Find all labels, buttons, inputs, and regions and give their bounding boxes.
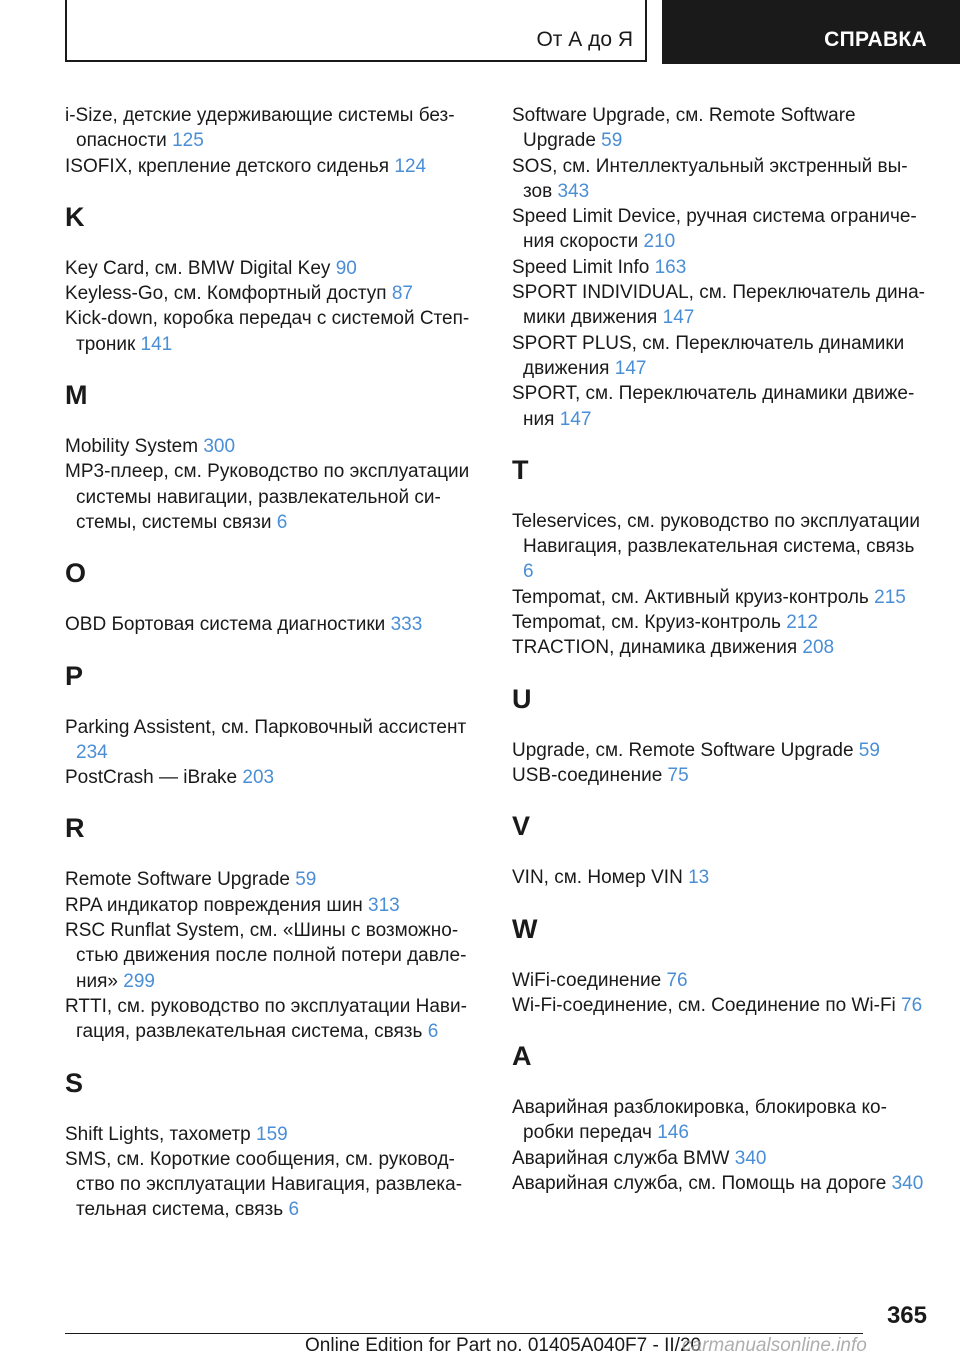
index-entry-text: i-Size, детские удерживающие системы безопасности	[65, 105, 455, 152]
index-entry-text: Аварийная служба, см. Помощь на дороге	[512, 1173, 892, 1195]
index-entry-text: Mobility System	[65, 436, 204, 458]
index-entry	[65, 867, 485, 892]
index-entry-text: SOS, см. Интеллектуальный экстренный вызов	[512, 155, 908, 202]
page-reference-link[interactable]: 13	[688, 867, 710, 889]
index-column-left	[65, 103, 485, 1223]
index-entry	[512, 968, 927, 993]
page-reference-link[interactable]: 313	[368, 894, 400, 916]
index-entry	[65, 434, 485, 459]
index-entry-text: SMS, см. Короткие сообщения, см. руководство по эксплуатации Навигация, развлекательная система, связь	[65, 1148, 463, 1221]
index-entry	[65, 715, 485, 766]
section-letter: U	[512, 683, 532, 714]
chapter-tab-label: СПРАВКА	[824, 28, 927, 51]
index-entry	[65, 306, 485, 357]
page-reference-link[interactable]: 234	[76, 741, 108, 763]
index-entry	[65, 612, 485, 637]
index-entry	[512, 610, 927, 635]
edition-text: Online Edition for Part no. 01405A040F7 - II/20	[305, 1335, 702, 1356]
index-entry-text: Software Upgrade, см. Remote Software Upgrade	[512, 105, 856, 152]
page-number: 365	[886, 1302, 927, 1329]
index-entry-text: PostCrash — iBrake	[65, 767, 243, 789]
page-reference-link[interactable]: 147	[559, 408, 592, 430]
page-reference-link[interactable]: 215	[874, 586, 906, 608]
page-reference-link[interactable]: 6	[427, 1021, 439, 1043]
page-reference-link[interactable]: 147	[662, 307, 695, 329]
page-reference-link[interactable]: 212	[786, 612, 818, 634]
section-letter: S	[65, 1067, 84, 1098]
page-reference-link[interactable]: 124	[394, 155, 427, 177]
index-entry	[512, 331, 927, 382]
page-reference-link[interactable]: 59	[295, 869, 317, 891]
index-entry	[65, 103, 485, 154]
page-reference-link[interactable]: 299	[123, 970, 155, 992]
footer-divider	[65, 1333, 863, 1334]
index-entry	[65, 765, 485, 790]
index-entry	[65, 893, 485, 918]
index-entry	[512, 255, 927, 280]
index-entry	[65, 994, 485, 1045]
index-entry	[512, 381, 927, 432]
index-entry-text: VIN, см. Номер VIN	[512, 867, 689, 889]
page-reference-link[interactable]: 59	[601, 130, 623, 152]
watermark: carmanualsonline.info	[682, 1335, 867, 1356]
section-letter: R	[65, 813, 85, 844]
index-entry	[512, 635, 927, 660]
index-entry-text: Speed Limit Info	[512, 256, 655, 278]
page-reference-link[interactable]: 300	[203, 436, 236, 458]
index-entry-text: Remote Software Upgrade	[65, 869, 296, 891]
index-entry	[65, 281, 485, 306]
index-entry-text: USB-соединение	[512, 764, 668, 786]
index-entry	[65, 1147, 485, 1223]
index-entry-text: Keyless-Go, см. Комфортный доступ	[65, 283, 392, 305]
index-entry-text: SPORT INDIVIDUAL, см. Переключатель динамики движения	[512, 282, 925, 329]
section-tab	[65, 0, 647, 62]
index-entry	[512, 763, 927, 788]
page-reference-link[interactable]: 75	[667, 764, 689, 786]
index-entry-text: WiFi-соединение	[512, 969, 667, 991]
page-reference-link[interactable]: 340	[891, 1173, 924, 1195]
index-entry-text: Teleservices, см. руководство по эксплуатации Навигация, развлекательная система, связь	[512, 510, 921, 558]
index-entry-text: OBD Бортовая система диагностики	[65, 614, 391, 636]
section-letter: А	[512, 1041, 532, 1072]
index-entry-text: Kick-down, коробка передач с системой Стептроник	[65, 308, 470, 355]
page-reference-link[interactable]: 87	[391, 283, 413, 305]
index-entry-text: TRACTION, динамика движения	[512, 637, 803, 659]
index-entry-text: Key Card, см. BMW Digital Key	[65, 257, 336, 279]
page-reference-link[interactable]: 340	[734, 1147, 767, 1169]
index-entry-text: Wi-Fi-соединение, см. Соединение по Wi-Fi	[512, 994, 902, 1016]
index-entry-text: RPA индикатор повреждения шин	[65, 894, 369, 916]
page-reference-link[interactable]: 6	[523, 561, 534, 583]
index-entry-text: MP3-плеер, см. Руководство по эксплуатации системы навигации, развлекательной системы, системы связи	[65, 461, 470, 533]
page-reference-link[interactable]: 343	[557, 180, 590, 202]
section-tab-label: От А до Я	[536, 28, 633, 51]
page-reference-link[interactable]: 76	[666, 969, 688, 991]
index-entry-text: Tempomat, см. Активный круиз-контроль	[512, 586, 875, 608]
page-reference-link[interactable]: 159	[256, 1123, 288, 1145]
index-entry-text: Upgrade, см. Remote Software Upgrade	[512, 739, 859, 761]
page-reference-link[interactable]: 210	[643, 231, 676, 253]
section-letter: M	[65, 380, 88, 411]
index-entry	[65, 918, 485, 994]
page-reference-link[interactable]: 90	[335, 257, 357, 279]
section-letter: O	[65, 558, 87, 589]
page-reference-link[interactable]: 59	[858, 739, 880, 761]
index-entry	[512, 280, 927, 331]
index-entry	[65, 1122, 485, 1147]
index-entry-text: ISOFIX, крепление детского сиденья	[65, 155, 395, 177]
index-entry	[512, 509, 927, 585]
section-letter: V	[512, 811, 531, 842]
index-entry-text: Аварийная служба BMW	[512, 1147, 735, 1169]
index-entry	[512, 738, 927, 763]
index-entry	[512, 865, 927, 890]
index-entry	[65, 256, 485, 281]
index-entry-text: SPORT PLUS, см. Переключатель динамики движения	[512, 332, 905, 379]
page-header	[65, 0, 960, 64]
index-entry	[512, 1171, 927, 1196]
page-reference-link[interactable]: 6	[288, 1199, 300, 1221]
chapter-tab	[662, 0, 960, 64]
index-entry	[512, 103, 927, 154]
index-entry-text: Speed Limit Device, ручная система ограничения скорости	[512, 206, 917, 253]
index-entry-text: Tempomat, см. Круиз-контроль	[512, 612, 787, 634]
section-letter: K	[65, 201, 85, 232]
page-reference-link[interactable]: 141	[140, 333, 173, 355]
page-reference-link[interactable]: 208	[802, 637, 835, 659]
index-entry	[65, 154, 485, 179]
index-column-right	[512, 103, 927, 1196]
index-entry-text: RTTI, см. руководство по эксплуатации Навигация, развлекательная система, связь	[65, 995, 467, 1043]
index-entry-text: RSC Runflat System, см. «Шины с возможностью движения после полной потери давления»	[65, 920, 467, 992]
index-entry	[65, 459, 485, 535]
index-entry-text: Parking Assistent, см. Парковочный ассистент	[65, 716, 467, 738]
section-letter: T	[512, 454, 529, 485]
index-entry	[512, 154, 927, 205]
index-entry	[512, 204, 927, 255]
page-reference-link[interactable]: 146	[657, 1122, 689, 1144]
index-entry	[512, 1146, 927, 1171]
index-entry-text: SPORT, см. Переключатель динамики движения	[512, 383, 915, 430]
page-reference-link[interactable]: 333	[390, 614, 423, 636]
index-entry	[512, 585, 927, 610]
index-entry	[512, 993, 927, 1018]
page-reference-link[interactable]: 147	[614, 357, 647, 379]
section-letter: P	[65, 660, 84, 691]
index-entry-text: Аварийная разблокировка, блокировка коробки передач	[512, 1097, 887, 1144]
page-reference-link[interactable]: 125	[172, 130, 204, 152]
index-entry-text: Shift Lights, тахометр	[65, 1123, 257, 1145]
page-reference-link[interactable]: 203	[242, 767, 275, 789]
section-letter: W	[512, 913, 538, 944]
page-reference-link[interactable]: 6	[276, 511, 288, 533]
index-entry	[512, 1095, 927, 1146]
page-reference-link[interactable]: 76	[901, 994, 923, 1016]
page-reference-link[interactable]: 163	[654, 256, 687, 278]
